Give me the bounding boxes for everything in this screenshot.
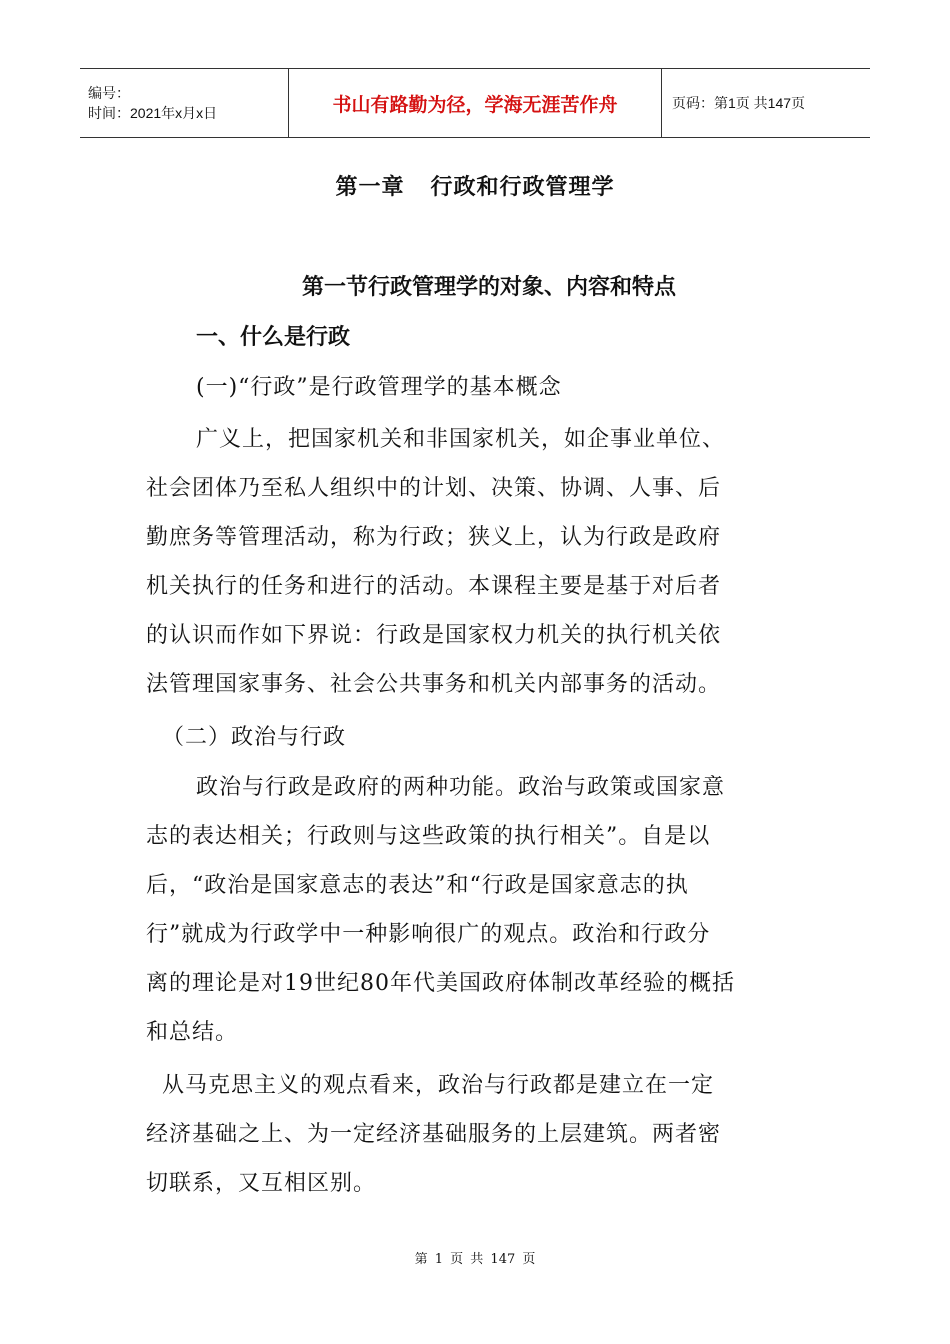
- chapter-number: 第一章: [335, 175, 405, 200]
- paragraph-1-line: 法管理国家事务、社会公共事务和机关内部事务的活动。: [146, 672, 722, 697]
- number-label: 编号：: [88, 85, 130, 101]
- paragraph-1-line: 勤庶务等管理活动，称为行政；狭义上，认为行政是政府: [146, 525, 722, 550]
- paragraph-3-line: 经济基础之上、为一定经济基础服务的上层建筑。两者密: [146, 1122, 722, 1147]
- paragraph-1-line: 机关执行的任务和进行的活动。本课程主要是基于对后者: [146, 574, 722, 599]
- paragraph-2-line: 后，“政治是国家意志的表达”和“行政是国家意志的执: [146, 873, 689, 898]
- paragraph-2-line: 和总结。: [146, 1020, 239, 1045]
- paragraph-2-line: 行”就成为行政学中一种影响很广的观点。政治和行政分: [146, 922, 711, 947]
- paragraph-2-line: 政治与行政是政府的两种功能。政治与政策或国家意: [196, 775, 726, 800]
- chapter-title: [0, 170, 950, 201]
- paragraph-1-line: 广义上，把国家机关和非国家机关，如企事业单位、: [196, 427, 726, 452]
- paragraph-3-line: 切联系，又互相区别。: [146, 1171, 377, 1196]
- paragraph-2-line: 离的理论是对19世纪80年代美国政府体制改革经验的概括: [146, 971, 735, 996]
- heading-what-is-administration: 一、什么是行政: [196, 325, 351, 350]
- subheading-2: （二）政治与行政: [162, 725, 347, 750]
- paragraph-1-line: 的认识而作如下界说：行政是国家权力机关的执行机关依: [146, 623, 722, 648]
- header-page-info: 页码：第1页 共147页: [672, 95, 806, 111]
- header-meta: [80, 69, 289, 137]
- paragraph-2-line: 志的表达相关；行政则与这些政策的执行相关”。自是以: [146, 824, 711, 849]
- page-footer: 第 1 页 共 147 页: [414, 1252, 536, 1267]
- paragraph-1-line: 社会团体乃至私人组织中的计划、决策、协调、人事、后: [146, 476, 722, 501]
- paragraph-3-line: 从马克思主义的观点看来，政治与行政都是建立在一定: [162, 1073, 715, 1098]
- header-motto: 书山有路勤为径，学海无涯苦作舟: [289, 69, 662, 137]
- subheading-1: (一)“行政”是行政管理学的基本概念: [196, 375, 562, 400]
- chapter-name: 行政和行政管理学: [430, 175, 615, 200]
- page-header: [80, 68, 870, 138]
- time-label: 时间：2021年x月x日: [88, 105, 218, 121]
- section-title: 第一节行政管理学的对象、内容和特点: [301, 275, 676, 300]
